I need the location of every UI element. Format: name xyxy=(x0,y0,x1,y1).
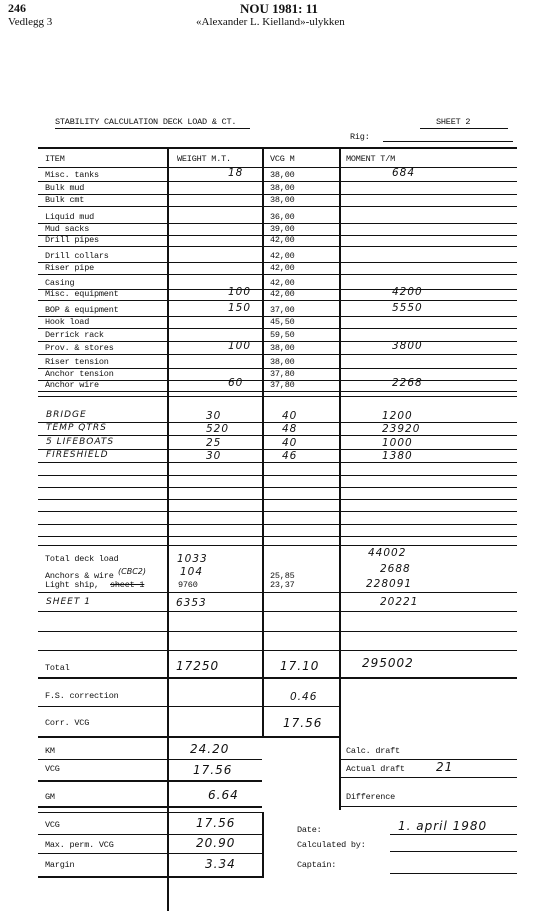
total-weight: 17250 xyxy=(176,659,220,673)
vcg-bottom-border xyxy=(38,780,262,782)
row-vcg-value: 38,00 xyxy=(270,357,295,367)
row-item-label: Misc. equipment xyxy=(45,289,119,299)
fs-correction-value: 0.46 xyxy=(290,691,318,703)
margin-label: Margin xyxy=(45,860,75,870)
row-line xyxy=(38,391,517,392)
anchors-moment: 2688 xyxy=(380,563,411,575)
row-vcg-value: 42,00 xyxy=(270,263,295,273)
vcg2-bottom-border xyxy=(38,834,262,835)
corr-vcg-value: 17.56 xyxy=(283,716,323,730)
row-item-label: BOP & equipment xyxy=(45,305,119,315)
row-line xyxy=(38,181,517,182)
date-line xyxy=(390,834,517,835)
row-item-label: Drill pipes xyxy=(45,235,99,245)
hand-row-weight-value: 30 xyxy=(206,410,222,422)
col-header-vcg: VCG M xyxy=(270,154,295,164)
vcg-value: 17.56 xyxy=(193,763,233,777)
row-weight-value: 100 xyxy=(228,340,252,352)
row-vcg-value: 38,00 xyxy=(270,343,295,353)
page-number: 246 xyxy=(8,1,26,15)
sheet1-label: SHEET 1 xyxy=(46,597,91,607)
corr-vcg-bottom-border xyxy=(38,736,339,738)
row-item-label: Casing xyxy=(45,278,75,288)
col-header-moment: MOMENT T/M xyxy=(346,154,396,164)
light-ship-moment: 228091 xyxy=(366,578,413,590)
row-weight-value: 150 xyxy=(228,302,252,314)
hand-row-vcg-value: 48 xyxy=(282,423,298,435)
lower-box-top xyxy=(38,812,262,813)
row-vcg-value: 37,80 xyxy=(270,369,295,379)
date-label: Date: xyxy=(297,825,322,835)
light-ship-label: Light ship, xyxy=(45,580,99,590)
captain-label: Captain: xyxy=(297,860,337,870)
row-item-label: Misc. tanks xyxy=(45,170,99,180)
blank-row-line xyxy=(38,475,517,476)
rig-label: Rig: xyxy=(350,132,370,142)
hand-row-vcg-value: 46 xyxy=(282,450,298,462)
col-header-item: ITEM xyxy=(45,154,65,164)
anchors-bottom-border xyxy=(38,592,517,593)
totals-top-border xyxy=(38,545,517,546)
row-item-label: Prov. & stores xyxy=(45,343,114,353)
max-vcg-label: Max. perm. VCG xyxy=(45,840,114,850)
km-value: 24.20 xyxy=(190,742,230,756)
sheet1-moment: 20221 xyxy=(380,596,419,608)
row-vcg-value: 37,00 xyxy=(270,305,295,315)
hand-row-moment-value: 1380 xyxy=(382,450,413,462)
hand-row-vcg-value: 40 xyxy=(282,410,298,422)
calculated-by-label: Calculated by: xyxy=(297,840,366,850)
row-vcg-value: 59,50 xyxy=(270,330,295,340)
rig-field xyxy=(383,141,513,142)
total-deck-load-moment: 44002 xyxy=(368,547,407,559)
km-bottom-border xyxy=(38,759,262,760)
total-moment: 295002 xyxy=(362,656,414,670)
row-line xyxy=(38,300,517,301)
hand-row-item-label: FIRESHIELD xyxy=(46,450,109,460)
blank-row-line xyxy=(38,511,517,512)
row-vcg-value: 38,00 xyxy=(270,183,295,193)
row-vcg-value: 42,00 xyxy=(270,235,295,245)
blank-row-line xyxy=(38,396,517,397)
table-top-border xyxy=(38,147,517,149)
row-moment-value: 4200 xyxy=(392,286,423,298)
calc-draft-label: Calc. draft xyxy=(346,746,400,756)
title-underline xyxy=(55,128,250,129)
row-item-label: Derrick rack xyxy=(45,330,104,340)
row-item-label: Anchor wire xyxy=(45,380,99,390)
anchors-weight: 104 xyxy=(180,566,204,578)
blank-line-a xyxy=(38,631,517,632)
total-label: Total xyxy=(45,663,70,673)
km-label: KM xyxy=(45,746,55,756)
hand-row-moment-value: 23920 xyxy=(382,423,421,435)
row-item-label: Riser pipe xyxy=(45,263,95,273)
hand-row-moment-value: 1000 xyxy=(382,437,413,449)
light-ship-weight: 9760 xyxy=(178,580,198,590)
hand-row-moment-value: 1200 xyxy=(382,410,413,422)
appendix-label: Vedlegg 3 xyxy=(8,16,53,28)
form-title: STABILITY CALCULATION DECK LOAD & CT. xyxy=(55,117,237,127)
light-ship-vcg: 23,37 xyxy=(270,580,295,590)
total-deck-load-weight: 1033 xyxy=(177,553,208,565)
captain-line xyxy=(390,873,517,874)
row-weight-value: 18 xyxy=(228,167,244,179)
hand-row-weight-value: 25 xyxy=(206,437,222,449)
total-deck-load-label: Total deck load xyxy=(45,554,119,564)
row-item-label: Bulk cmt xyxy=(45,195,85,205)
row-vcg-value: 42,00 xyxy=(270,251,295,261)
actual-draft-line xyxy=(339,777,517,778)
light-ship-struck: sheet 1 xyxy=(110,580,145,590)
row-vcg-value: 37,80 xyxy=(270,380,295,390)
anchors-label: Anchors & wire xyxy=(45,571,114,581)
col-divider-moment-lower xyxy=(339,737,341,810)
corr-vcg-label: Corr. VCG xyxy=(45,718,90,728)
hand-row-item-label: BRIDGE xyxy=(46,410,87,420)
row-line xyxy=(38,341,517,342)
row-weight-value: 100 xyxy=(228,286,252,298)
hand-row-line xyxy=(38,422,517,423)
row-line xyxy=(38,354,517,355)
max-vcg-bottom-border xyxy=(38,853,262,854)
row-item-label: Hook load xyxy=(45,317,90,327)
row-moment-value: 2268 xyxy=(392,377,423,389)
difference-line xyxy=(339,806,517,807)
row-vcg-value: 42,00 xyxy=(270,289,295,299)
sheet1-weight: 6353 xyxy=(176,597,207,609)
hand-row-line xyxy=(38,449,517,450)
hand-row-item-label: 5 LIFEBOATS xyxy=(46,437,115,447)
header-bottom-border xyxy=(38,167,517,168)
row-item-label: Anchor tension xyxy=(45,369,114,379)
row-item-label: Bulk mud xyxy=(45,183,85,193)
anchors-hand-note: (CBC2) xyxy=(118,567,146,576)
row-item-label: Liquid mud xyxy=(45,212,95,222)
vcg2-value: 17.56 xyxy=(196,816,236,830)
row-line xyxy=(38,246,517,247)
total-bottom-border xyxy=(38,677,517,679)
blank-line-b xyxy=(38,650,517,651)
gm-label: GM xyxy=(45,792,55,802)
gm-value: 6.64 xyxy=(208,788,239,802)
blank-row-line xyxy=(38,487,517,488)
row-moment-value: 684 xyxy=(392,167,416,179)
row-line xyxy=(38,274,517,275)
margin-bottom-border xyxy=(38,876,262,878)
hand-row-line xyxy=(38,435,517,436)
calculated-by-line xyxy=(390,851,517,852)
vcg2-label: VCG xyxy=(45,820,60,830)
hand-row-line xyxy=(38,462,517,463)
sheet-underline xyxy=(420,128,508,129)
blank-row-line xyxy=(38,536,517,537)
blank-row-line xyxy=(38,524,517,525)
row-item-label: Mud sacks xyxy=(45,224,90,234)
lower-box-right xyxy=(262,812,264,878)
row-moment-value: 5550 xyxy=(392,302,423,314)
row-vcg-value: 38,00 xyxy=(270,195,295,205)
fs-correction-label: F.S. correction xyxy=(45,691,119,701)
margin-value: 3.34 xyxy=(205,857,236,871)
col-header-weight: WEIGHT M.T. xyxy=(177,154,231,164)
row-item-label: Riser tension xyxy=(45,357,109,367)
date-value: 1. april 1980 xyxy=(398,819,488,833)
row-vcg-value: 42,00 xyxy=(270,278,295,288)
fs-bottom-border xyxy=(38,706,339,707)
hand-row-weight-value: 30 xyxy=(206,450,222,462)
hand-row-item-label: TEMP QTRS xyxy=(46,423,107,433)
hand-row-weight-value: 520 xyxy=(206,423,230,435)
hand-row-vcg-value: 40 xyxy=(282,437,298,449)
actual-draft-value: 21 xyxy=(436,760,454,774)
vcg-label: VCG xyxy=(45,764,60,774)
row-weight-value: 60 xyxy=(228,377,244,389)
row-line xyxy=(38,206,517,207)
row-vcg-value: 36,00 xyxy=(270,212,295,222)
row-line xyxy=(38,328,517,329)
sheet-label: SHEET 2 xyxy=(436,117,471,127)
row-moment-value: 3800 xyxy=(392,340,423,352)
row-item-label: Drill collars xyxy=(45,251,109,261)
anchors-vcg: 25,85 xyxy=(270,571,295,581)
max-vcg-value: 20.90 xyxy=(196,836,236,850)
calc-draft-line xyxy=(339,759,517,760)
report-title: NOU 1981: 11 xyxy=(240,1,318,16)
row-vcg-value: 39,00 xyxy=(270,224,295,234)
gm-bottom-border xyxy=(38,806,262,808)
blank-row-line xyxy=(38,499,517,500)
sheet1-bottom-border xyxy=(38,611,517,612)
report-subtitle: «Alexander L. Kielland»-ulykken xyxy=(196,16,345,28)
actual-draft-label: Actual draft xyxy=(346,764,405,774)
total-vcg: 17.10 xyxy=(280,659,320,673)
row-vcg-value: 45,50 xyxy=(270,317,295,327)
row-vcg-value: 38,00 xyxy=(270,170,295,180)
difference-label: Difference xyxy=(346,792,396,802)
